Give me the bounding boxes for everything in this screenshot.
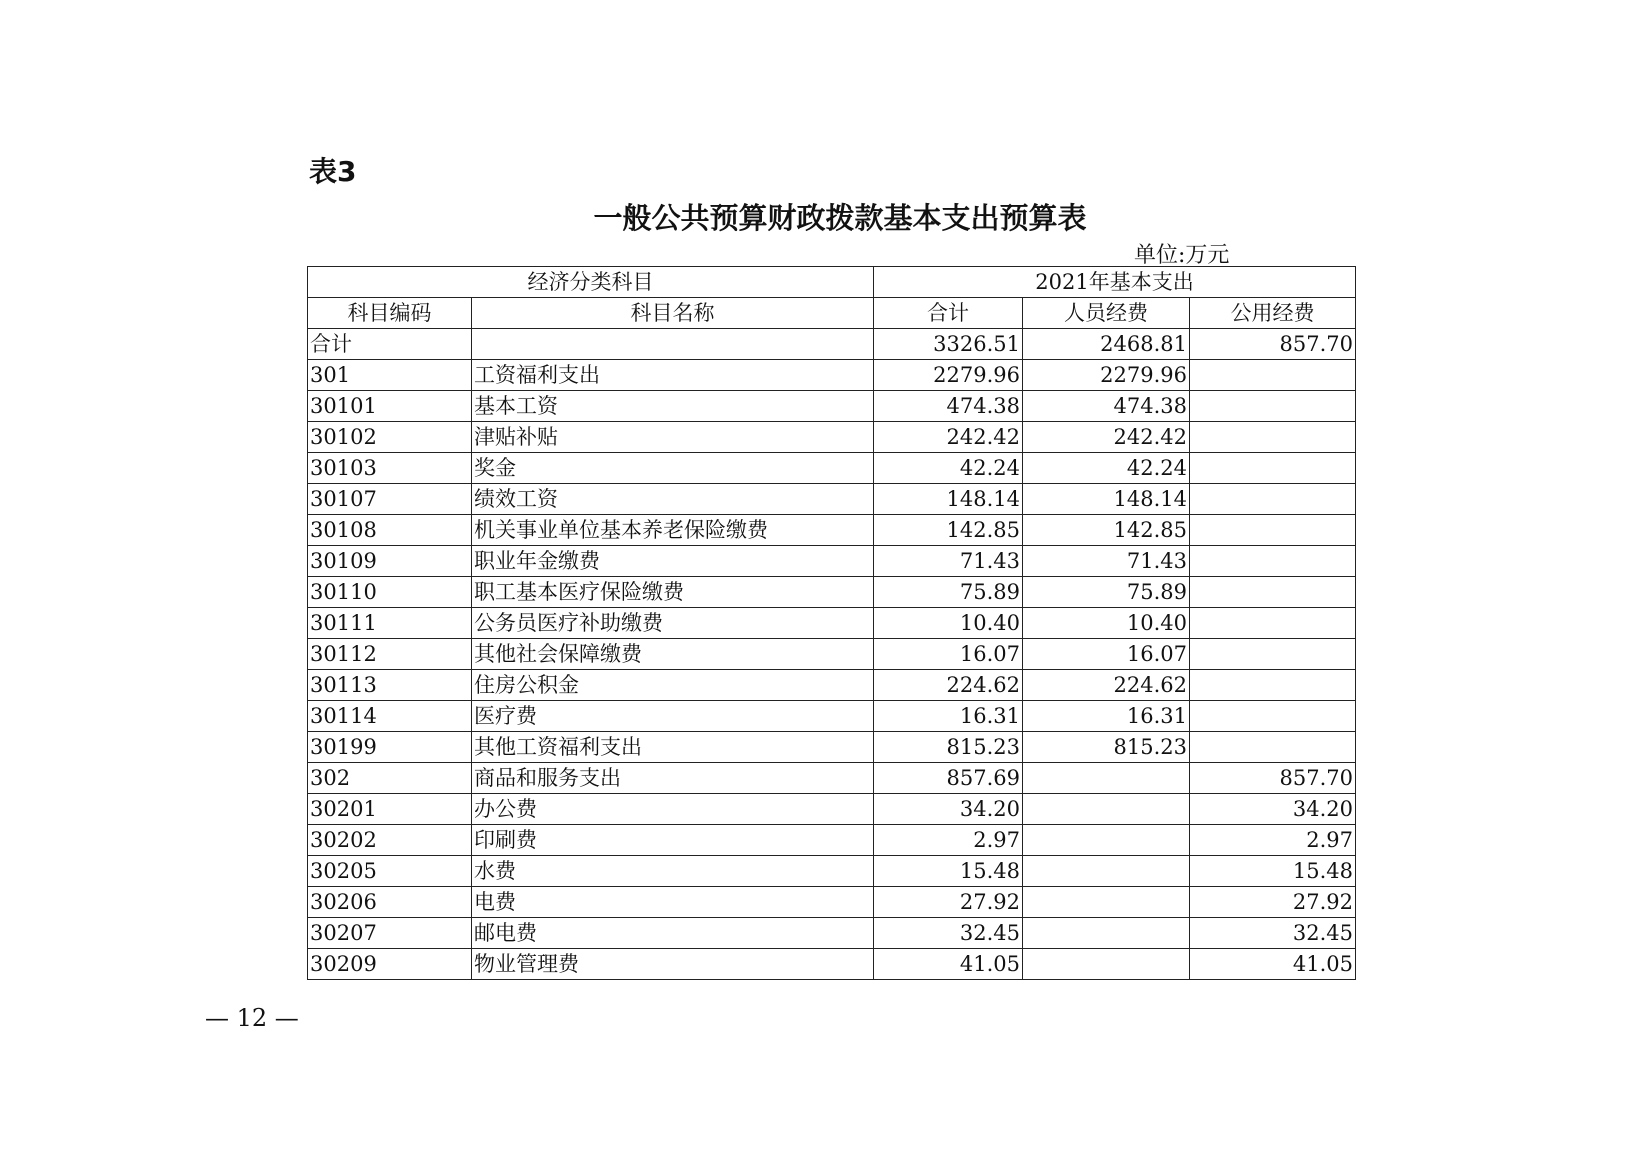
header-col-name: 科目名称 [472, 298, 874, 329]
cell-personnel: 142.85 [1023, 515, 1190, 546]
cell-name: 津贴补贴 [472, 422, 874, 453]
cell-public: 15.48 [1190, 856, 1356, 887]
cell-personnel: 242.42 [1023, 422, 1190, 453]
cell-total: 10.40 [874, 608, 1023, 639]
cell-personnel: 42.24 [1023, 453, 1190, 484]
cell-public [1190, 608, 1356, 639]
table-row [308, 732, 1356, 763]
cell-personnel: 224.62 [1023, 670, 1190, 701]
cell-total: 474.38 [874, 391, 1023, 422]
budget-table-body [308, 267, 1356, 980]
cell-personnel [1023, 856, 1190, 887]
cell-total: 148.14 [874, 484, 1023, 515]
table-row [308, 701, 1356, 732]
cell-name: 其他工资福利支出 [472, 732, 874, 763]
table-row [308, 887, 1356, 918]
cell-name: 其他社会保障缴费 [472, 639, 874, 670]
cell-code: 合计 [308, 329, 472, 360]
cell-name: 水费 [472, 856, 874, 887]
cell-code: 30209 [308, 949, 472, 980]
cell-code: 30103 [308, 453, 472, 484]
cell-public [1190, 422, 1356, 453]
cell-code: 30205 [308, 856, 472, 887]
cell-name: 基本工资 [472, 391, 874, 422]
cell-code: 30114 [308, 701, 472, 732]
header-col-code: 科目编码 [308, 298, 472, 329]
header-col-total: 合计 [874, 298, 1023, 329]
table-row [308, 484, 1356, 515]
budget-table [307, 266, 1356, 980]
cell-personnel [1023, 887, 1190, 918]
cell-total: 857.69 [874, 763, 1023, 794]
cell-public [1190, 732, 1356, 763]
cell-code: 30109 [308, 546, 472, 577]
table-row [308, 360, 1356, 391]
header-col-public: 公用经费 [1190, 298, 1356, 329]
cell-name: 住房公积金 [472, 670, 874, 701]
cell-public [1190, 670, 1356, 701]
cell-personnel: 2279.96 [1023, 360, 1190, 391]
table-label: 表3 [309, 155, 357, 188]
cell-public: 41.05 [1190, 949, 1356, 980]
table-row [308, 453, 1356, 484]
cell-public: 857.70 [1190, 329, 1356, 360]
cell-public [1190, 391, 1356, 422]
cell-name: 办公费 [472, 794, 874, 825]
cell-total: 16.07 [874, 639, 1023, 670]
table-row [308, 391, 1356, 422]
cell-name: 物业管理费 [472, 949, 874, 980]
cell-total: 142.85 [874, 515, 1023, 546]
cell-name: 邮电费 [472, 918, 874, 949]
cell-name: 绩效工资 [472, 484, 874, 515]
cell-public: 34.20 [1190, 794, 1356, 825]
cell-name: 印刷费 [472, 825, 874, 856]
cell-name: 医疗费 [472, 701, 874, 732]
cell-personnel: 16.07 [1023, 639, 1190, 670]
header-col-personnel: 人员经费 [1023, 298, 1190, 329]
table-row [308, 918, 1356, 949]
cell-name: 公务员医疗补助缴费 [472, 608, 874, 639]
cell-code: 30102 [308, 422, 472, 453]
cell-public: 32.45 [1190, 918, 1356, 949]
cell-total: 71.43 [874, 546, 1023, 577]
cell-code: 302 [308, 763, 472, 794]
cell-name: 商品和服务支出 [472, 763, 874, 794]
cell-name: 机关事业单位基本养老保险缴费 [472, 515, 874, 546]
table-row [308, 670, 1356, 701]
cell-personnel [1023, 794, 1190, 825]
cell-code: 30199 [308, 732, 472, 763]
cell-total: 41.05 [874, 949, 1023, 980]
cell-total: 75.89 [874, 577, 1023, 608]
cell-personnel: 474.38 [1023, 391, 1190, 422]
cell-code: 30207 [308, 918, 472, 949]
table-row [308, 825, 1356, 856]
header-column-row [308, 298, 1356, 329]
table-row [308, 577, 1356, 608]
cell-name: 电费 [472, 887, 874, 918]
cell-code: 30107 [308, 484, 472, 515]
table-row [308, 546, 1356, 577]
cell-public [1190, 546, 1356, 577]
cell-name: 职业年金缴费 [472, 546, 874, 577]
table-row [308, 949, 1356, 980]
unit-label: 单位:万元 [1134, 243, 1230, 268]
cell-total: 16.31 [874, 701, 1023, 732]
page-number: — 12 — [205, 1004, 299, 1032]
cell-public [1190, 639, 1356, 670]
cell-public: 857.70 [1190, 763, 1356, 794]
cell-personnel: 16.31 [1023, 701, 1190, 732]
cell-personnel [1023, 825, 1190, 856]
cell-total: 2279.96 [874, 360, 1023, 391]
cell-name [472, 329, 874, 360]
cell-personnel: 148.14 [1023, 484, 1190, 515]
cell-public [1190, 453, 1356, 484]
table-row [308, 639, 1356, 670]
cell-total: 815.23 [874, 732, 1023, 763]
header-group-row [308, 267, 1356, 298]
cell-total: 2.97 [874, 825, 1023, 856]
table-row [308, 794, 1356, 825]
cell-total: 27.92 [874, 887, 1023, 918]
cell-code: 30110 [308, 577, 472, 608]
cell-code: 30112 [308, 639, 472, 670]
cell-total: 242.42 [874, 422, 1023, 453]
cell-code: 30113 [308, 670, 472, 701]
cell-personnel: 75.89 [1023, 577, 1190, 608]
cell-personnel [1023, 918, 1190, 949]
cell-personnel: 71.43 [1023, 546, 1190, 577]
cell-total: 15.48 [874, 856, 1023, 887]
cell-code: 30206 [308, 887, 472, 918]
cell-code: 30101 [308, 391, 472, 422]
cell-public [1190, 701, 1356, 732]
cell-personnel [1023, 763, 1190, 794]
cell-name: 奖金 [472, 453, 874, 484]
cell-total: 32.45 [874, 918, 1023, 949]
cell-code: 30108 [308, 515, 472, 546]
cell-personnel: 2468.81 [1023, 329, 1190, 360]
cell-personnel: 10.40 [1023, 608, 1190, 639]
cell-name: 工资福利支出 [472, 360, 874, 391]
cell-total: 3326.51 [874, 329, 1023, 360]
header-group-economic-classification: 经济分类科目 [308, 267, 874, 298]
table-row [308, 608, 1356, 639]
cell-public [1190, 360, 1356, 391]
cell-public [1190, 577, 1356, 608]
cell-total: 42.24 [874, 453, 1023, 484]
cell-public: 27.92 [1190, 887, 1356, 918]
cell-total: 224.62 [874, 670, 1023, 701]
cell-code: 30111 [308, 608, 472, 639]
cell-public [1190, 515, 1356, 546]
header-group-basic-expenditure: 2021年基本支出 [874, 267, 1356, 298]
cell-personnel [1023, 949, 1190, 980]
cell-public [1190, 484, 1356, 515]
cell-code: 301 [308, 360, 472, 391]
table-row [308, 422, 1356, 453]
document-title: 一般公共预算财政拨款基本支出预算表 [593, 201, 1087, 235]
cell-personnel: 815.23 [1023, 732, 1190, 763]
table-row [308, 856, 1356, 887]
cell-public: 2.97 [1190, 825, 1356, 856]
cell-code: 30202 [308, 825, 472, 856]
cell-code: 30201 [308, 794, 472, 825]
table-row [308, 763, 1356, 794]
cell-name: 职工基本医疗保险缴费 [472, 577, 874, 608]
table-row [308, 329, 1356, 360]
table-row [308, 515, 1356, 546]
cell-total: 34.20 [874, 794, 1023, 825]
